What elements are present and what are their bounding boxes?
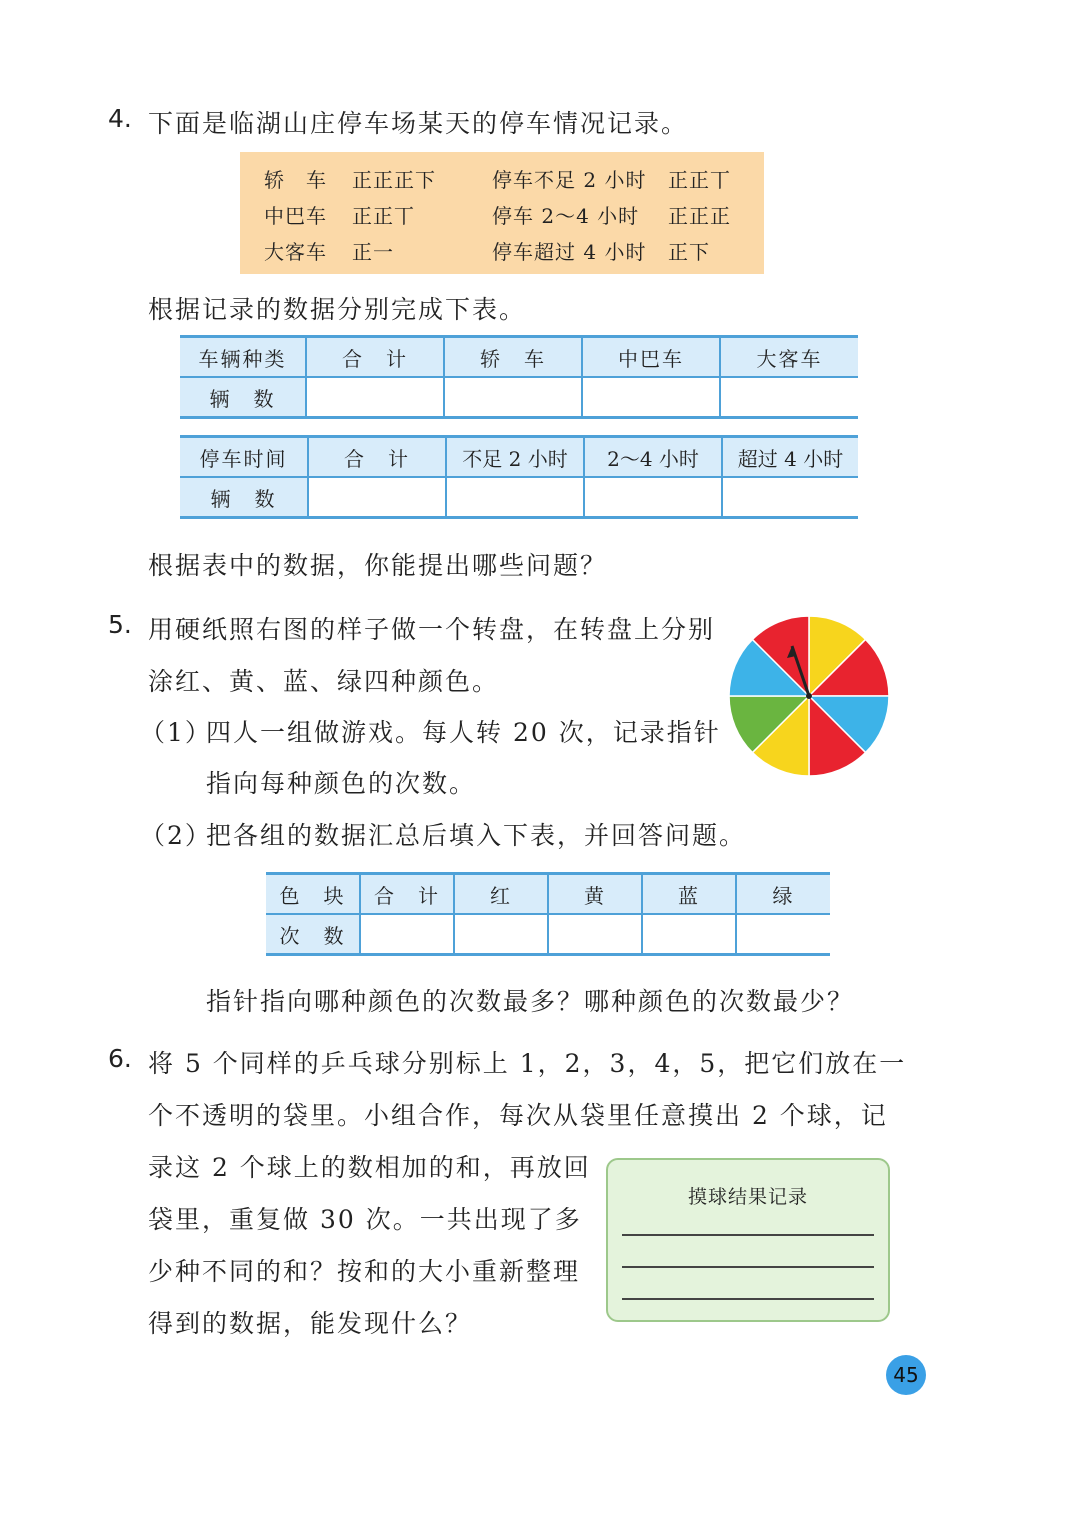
answer-cell[interactable] (446, 477, 584, 518)
tally-label-2-4h: 停车 2～4 小时 (492, 204, 640, 228)
q5-line-1: 用硬纸照右图的样子做一个转盘，在转盘上分别 (148, 615, 716, 644)
header-cell: 绿 (736, 874, 830, 915)
tally-label-sedan: 轿 车 (264, 168, 327, 192)
answer-cell[interactable] (454, 914, 548, 955)
header-cell: 不足 2 小时 (446, 437, 584, 478)
q5-line-2: 涂红、黄、蓝、绿四种颜色。 (148, 667, 500, 696)
header-cell: 2～4 小时 (584, 437, 722, 478)
spinner-pivot (806, 693, 812, 699)
header-cell: 色 块 (266, 874, 360, 915)
tally-mark-bus: 正一 (352, 240, 394, 264)
page-number: 45 (886, 1355, 926, 1395)
header-cell: 合 计 (360, 874, 454, 915)
answer-cell[interactable] (584, 477, 722, 518)
vehicle-type-table (180, 335, 858, 419)
tally-mark-over-4h: 正下 (668, 240, 710, 264)
q6-line-2: 个不透明的袋里。小组合作，每次从袋里任意摸出 2 个球，记 (148, 1101, 888, 1130)
answer-cell[interactable] (306, 377, 444, 418)
header-cell: 超过 4 小时 (722, 437, 858, 478)
header-cell: 中巴车 (582, 337, 720, 378)
record-card-title: 摸球结果记录 (687, 1186, 808, 1208)
tally-label-bus: 大客车 (264, 240, 327, 264)
tally-mark-sedan: 正正正下 (352, 168, 436, 192)
q6-line-6: 得到的数据，能发现什么？ (148, 1309, 473, 1338)
header-cell: 合 计 (306, 337, 444, 378)
answer-cell[interactable] (548, 914, 642, 955)
tally-label-over-4h: 停车超过 4 小时 (492, 240, 647, 264)
header-cell: 停车时间 (180, 437, 308, 478)
tally-label-under-2h: 停车不足 2 小时 (492, 168, 647, 192)
answer-cell[interactable] (308, 477, 446, 518)
header-cell: 黄 (548, 874, 642, 915)
answer-cell[interactable] (444, 377, 582, 418)
header-cell: 大客车 (720, 337, 858, 378)
q4-instruction: 根据记录的数据分别完成下表。 (148, 295, 527, 324)
record-line[interactable] (622, 1234, 874, 1236)
answer-cell[interactable] (360, 914, 454, 955)
q5-sub2-label: （2） (140, 821, 212, 850)
row-label: 辆 数 (180, 377, 306, 418)
q5-number: 5. (108, 610, 132, 639)
parking-time-table (180, 435, 858, 519)
tally-mark-2-4h: 正正正 (668, 204, 731, 228)
header-cell: 车辆种类 (180, 337, 306, 378)
q5-sub1-line-2: 指向每种颜色的次数。 (206, 769, 477, 798)
q5-sub1-line-1: 四人一组做游戏。每人转 20 次，记录指针 (206, 718, 721, 747)
q4-text: 下面是临湖山庄停车场某天的停车情况记录。 (148, 109, 689, 138)
q5-sub1-label: （1） (140, 718, 212, 747)
color-count-table (266, 872, 830, 956)
q6-line-5: 少种不同的和？按和的大小重新整理 (148, 1257, 581, 1286)
row-label: 次 数 (266, 914, 360, 955)
q4-number: 4. (108, 104, 132, 133)
header-cell: 蓝 (642, 874, 736, 915)
q6-line-4: 袋里，重复做 30 次。一共出现了多 (148, 1205, 582, 1234)
q6-line-3: 录这 2 个球上的数相加的和，再放回 (148, 1153, 591, 1182)
row-label: 辆 数 (180, 477, 308, 518)
color-spinner (728, 610, 890, 782)
header-cell: 红 (454, 874, 548, 915)
tally-label-minibus: 中巴车 (264, 204, 327, 228)
record-line[interactable] (622, 1266, 874, 1268)
q6-line-1: 将 5 个同样的乒乓球分别标上 1，2，3，4，5，把它们放在一 (148, 1049, 907, 1078)
answer-cell[interactable] (582, 377, 720, 418)
q5-sub2-text: 把各组的数据汇总后填入下表，并回答问题。 (206, 821, 747, 850)
q6-number: 6. (108, 1044, 132, 1073)
answer-cell[interactable] (720, 377, 858, 418)
tally-mark-minibus: 正正丅 (352, 204, 415, 228)
tally-mark-under-2h: 正正丅 (668, 168, 731, 192)
record-line[interactable] (622, 1298, 874, 1300)
header-cell: 轿 车 (444, 337, 582, 378)
answer-cell[interactable] (642, 914, 736, 955)
ball-record-card (606, 1158, 890, 1322)
q4-question: 根据表中的数据，你能提出哪些问题？ (148, 551, 608, 580)
answer-cell[interactable] (722, 477, 858, 518)
header-cell: 合 计 (308, 437, 446, 478)
answer-cell[interactable] (736, 914, 830, 955)
q5-question: 指针指向哪种颜色的次数最多？哪种颜色的次数最少？ (206, 987, 855, 1016)
parking-tally-record (240, 152, 764, 274)
